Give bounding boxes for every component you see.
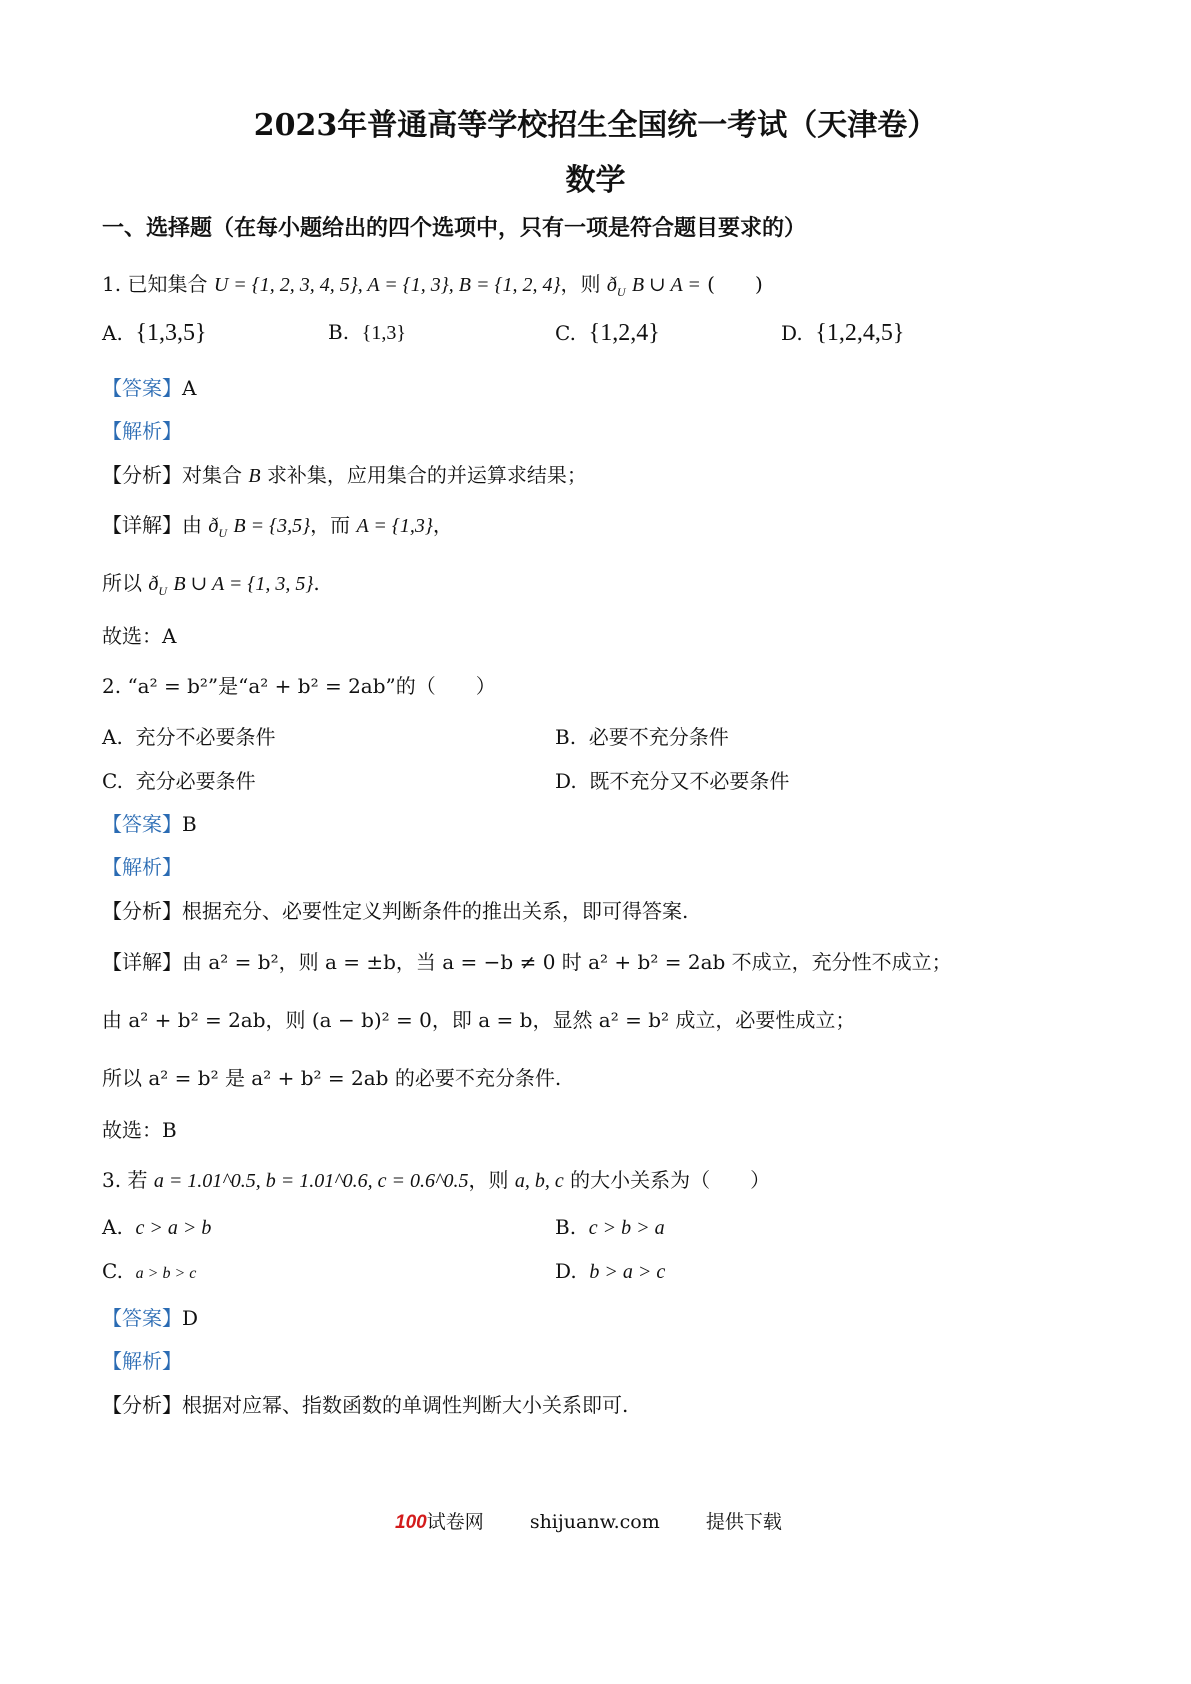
q1-suoyi: 所以 $ð_U$ B ∪ A = {1, 3, 5}. [102,571,320,598]
q2-option-b: B. 必要不充分条件 [555,725,729,749]
q1-stem: 1. 已知集合 U = {1, 2, 3, 4, 5}, A = {1, 3}, B = {1, 2, 4}，则 $ð_U$ B ∪ A = ( ) [102,272,763,299]
footer [395,1507,782,1534]
complement-symbol: ð [606,274,617,296]
q1-answer: 【答案】A [102,376,197,400]
q1-option-b: B. {1,3} [328,320,406,344]
q2-option-c: C. 充分必要条件 [102,769,256,793]
q1-jiexi: 【解析】 [102,419,182,443]
q2-answer: 【答案】B [102,812,197,836]
section-heading: 一、选择题（在每小题给出的四个选项中，只有一项是符合题目要求的） [102,215,807,241]
q2-fenxi: 【分析】根据充分、必要性定义判断条件的推出关系，即可得答案. [102,899,689,923]
q2-jiexi: 【解析】 [102,855,182,879]
q2-stem: 2. “a² = b²”是“a² + b² = 2ab”的（ ） [102,674,496,698]
q3-option-d: D. b > a > c [555,1259,666,1283]
site-logo: 100 [395,1512,427,1533]
q2-option-a: A. 充分不必要条件 [102,725,276,749]
q1-fenxi: 【分析】对集合 B 求补集，应用集合的并运算求结果； [102,463,587,487]
q1-xiangjie: 【详解】由 $ð_U$ B = {3,5}，而 A = {1,3}， [102,513,453,540]
q3-jiexi: 【解析】 [102,1349,182,1373]
q2-line2: 由 a² + b² = 2ab，则 (a − b)² = 0，即 a = b，显然 a² = b² 成立，必要性成立； [102,1008,856,1032]
q3-option-a: A. c > a > b [102,1215,212,1239]
q3-answer: 【答案】D [102,1306,199,1330]
q1-option-d: D. {1,2,4,5} [781,320,905,346]
q2-line3: 所以 a² = b² 是 a² + b² = 2ab 的必要不充分条件. [102,1066,562,1090]
q1-option-a: A. {1,3,5} [102,320,207,346]
download-text: 提供下载 [705,1511,782,1533]
q2-option-d: D. 既不充分又不必要条件 [555,769,790,793]
q2-final: 故选：B [102,1118,177,1142]
q3-stem: 3. 若 a = 1.01^0.5, b = 1.01^0.6, c = 0.6^0.5，则 a, b, c 的大小关系为（ ） [102,1168,771,1192]
q1-final: 故选：A [102,624,177,648]
page-title: 2023年普通高等学校招生全国统一考试（天津卷） [253,108,938,143]
site-url[interactable]: shijuanw.com [529,1511,660,1533]
q1-option-c: C. {1,2,4} [555,320,660,346]
q3-option-b: B. c > b > a [555,1215,665,1239]
subject-title: 数学 [565,163,626,198]
q2-xiangjie: 【详解】由 a² = b²，则 a = ±b，当 a = −b ≠ 0 时 a² + b² = 2ab 不成立，充分性不成立； [102,950,952,974]
q3-option-c: C. a > b > c [102,1259,197,1283]
site-name: 试卷网 [426,1511,484,1533]
q3-fenxi: 【分析】根据对应幂、指数函数的单调性判断大小关系即可. [102,1393,629,1417]
